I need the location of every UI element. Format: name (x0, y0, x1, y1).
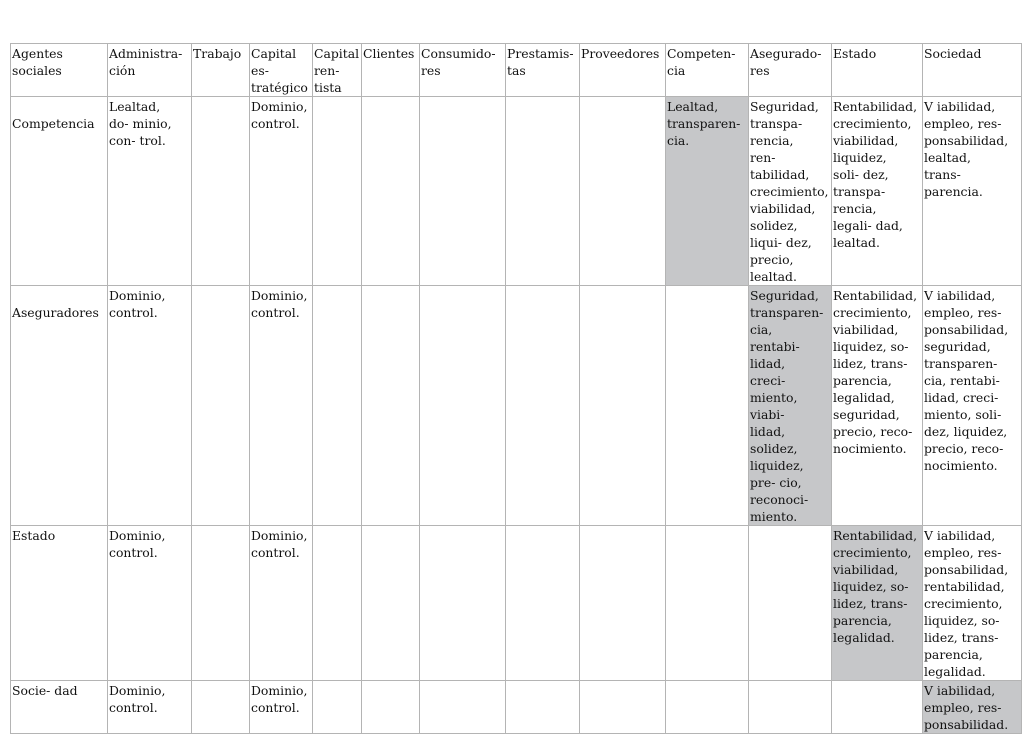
header-row (11, 44, 1022, 97)
table-cell (192, 97, 250, 286)
table-cell (666, 286, 749, 526)
table-cell (832, 681, 923, 734)
table-cell: Lealtad, do- minio, con- trol. (108, 97, 192, 286)
table-row-competencia (11, 97, 1022, 286)
header-cell-clientes: Clientes (362, 44, 420, 97)
table-cell: Dominio, control. (250, 526, 313, 681)
table-cell (506, 286, 580, 526)
table-cell: Dominio, control. (108, 681, 192, 734)
table-cell (506, 97, 580, 286)
header-cell-capital-estrategico: Capital es- tratégico (250, 44, 313, 97)
table-cell: Rentabilidad, crecimiento, viabilidad, liquidez, so- lidez, trans- parencia, legalidad, seguridad, precio, reco- nocimiento. (832, 286, 923, 526)
table-row-sociedad (11, 681, 1022, 734)
table-cell (313, 681, 362, 734)
header-cell-trabajo: Trabajo (192, 44, 250, 97)
table-cell: Rentabilidad, crecimiento, viabilidad, liquidez, soli- dez, transpa- rencia, legali- dad, lealtad. (832, 97, 923, 286)
table-cell (192, 526, 250, 681)
header-cell-competencia: Competen- cia (666, 44, 749, 97)
stakeholder-values-table (10, 43, 1022, 734)
row-label-sociedad: Socie- dad (11, 681, 108, 734)
table-cell (313, 526, 362, 681)
table-cell (362, 681, 420, 734)
header-cell-prestamistas: Prestamis- tas (506, 44, 580, 97)
table-cell: Dominio, control. (108, 286, 192, 526)
table-cell (420, 286, 506, 526)
table-cell: Dominio, control. (250, 286, 313, 526)
row-label-estado: Estado (11, 526, 108, 681)
table-cell (362, 97, 420, 286)
table-cell: V iabilidad, empleo, res- ponsabilidad, seguridad, transparen- cia, rentabi- lidad, creci- miento, soli- dez, liquidez, precio, reco- nocimiento. (923, 286, 1022, 526)
table-cell (420, 681, 506, 734)
header-cell-capital-rentista: Capital ren- tista (313, 44, 362, 97)
table-cell (362, 526, 420, 681)
table-cell (666, 681, 749, 734)
table-cell (420, 97, 506, 286)
table-cell-highlighted: Lealtad, transparen- cia. (666, 97, 749, 286)
header-cell-sociedad: Sociedad (923, 44, 1022, 97)
table-cell (313, 97, 362, 286)
table-cell-highlighted: V iabilidad, empleo, res- ponsabilidad. (923, 681, 1022, 734)
table-cell (580, 97, 666, 286)
table-cell (749, 681, 832, 734)
table-cell (420, 526, 506, 681)
table-cell-highlighted: Rentabilidad, crecimiento, viabilidad, liquidez, so- lidez, trans- parencia, legalidad. (832, 526, 923, 681)
table-row-aseguradores (11, 286, 1022, 526)
header-cell-estado: Estado (832, 44, 923, 97)
table-cell: Dominio, control. (250, 681, 313, 734)
header-cell-administracion: Administra- ción (108, 44, 192, 97)
table-row-estado (11, 526, 1022, 681)
table-cell (580, 526, 666, 681)
table-cell (192, 286, 250, 526)
table-cell-highlighted: Seguridad, transparen- cia, rentabi- lidad, creci- miento, viabi- lidad, solidez, liquidez, pre- cio, reconoci- miento. (749, 286, 832, 526)
table-cell (506, 526, 580, 681)
table-cell (192, 681, 250, 734)
table-cell (580, 286, 666, 526)
table-cell (580, 681, 666, 734)
header-cell-agentes-sociales: Agentes sociales (11, 44, 108, 97)
table-cell (506, 681, 580, 734)
table-cell (666, 526, 749, 681)
table-cell: Dominio, control. (108, 526, 192, 681)
header-cell-consumidores: Consumido- res (420, 44, 506, 97)
table-cell: V iabilidad, empleo, res- ponsabilidad, lealtad, trans- parencia. (923, 97, 1022, 286)
table-cell (313, 286, 362, 526)
table-cell: Seguridad, transpa- rencia, ren- tabilidad, crecimiento, viabilidad, solidez, liqui- dez, precio, lealtad. (749, 97, 832, 286)
table-cell (362, 286, 420, 526)
table-cell: Dominio, control. (250, 97, 313, 286)
header-cell-proveedores: Proveedores (580, 44, 666, 97)
row-label-competencia: Competencia (11, 97, 108, 286)
table-cell (749, 526, 832, 681)
header-cell-aseguradores: Asegurado- res (749, 44, 832, 97)
row-label-aseguradores: Aseguradores (11, 286, 108, 526)
table-cell: V iabilidad, empleo, res- ponsabilidad, rentabilidad, crecimiento, liquidez, so- lidez, trans- parencia, legalidad. (923, 526, 1022, 681)
